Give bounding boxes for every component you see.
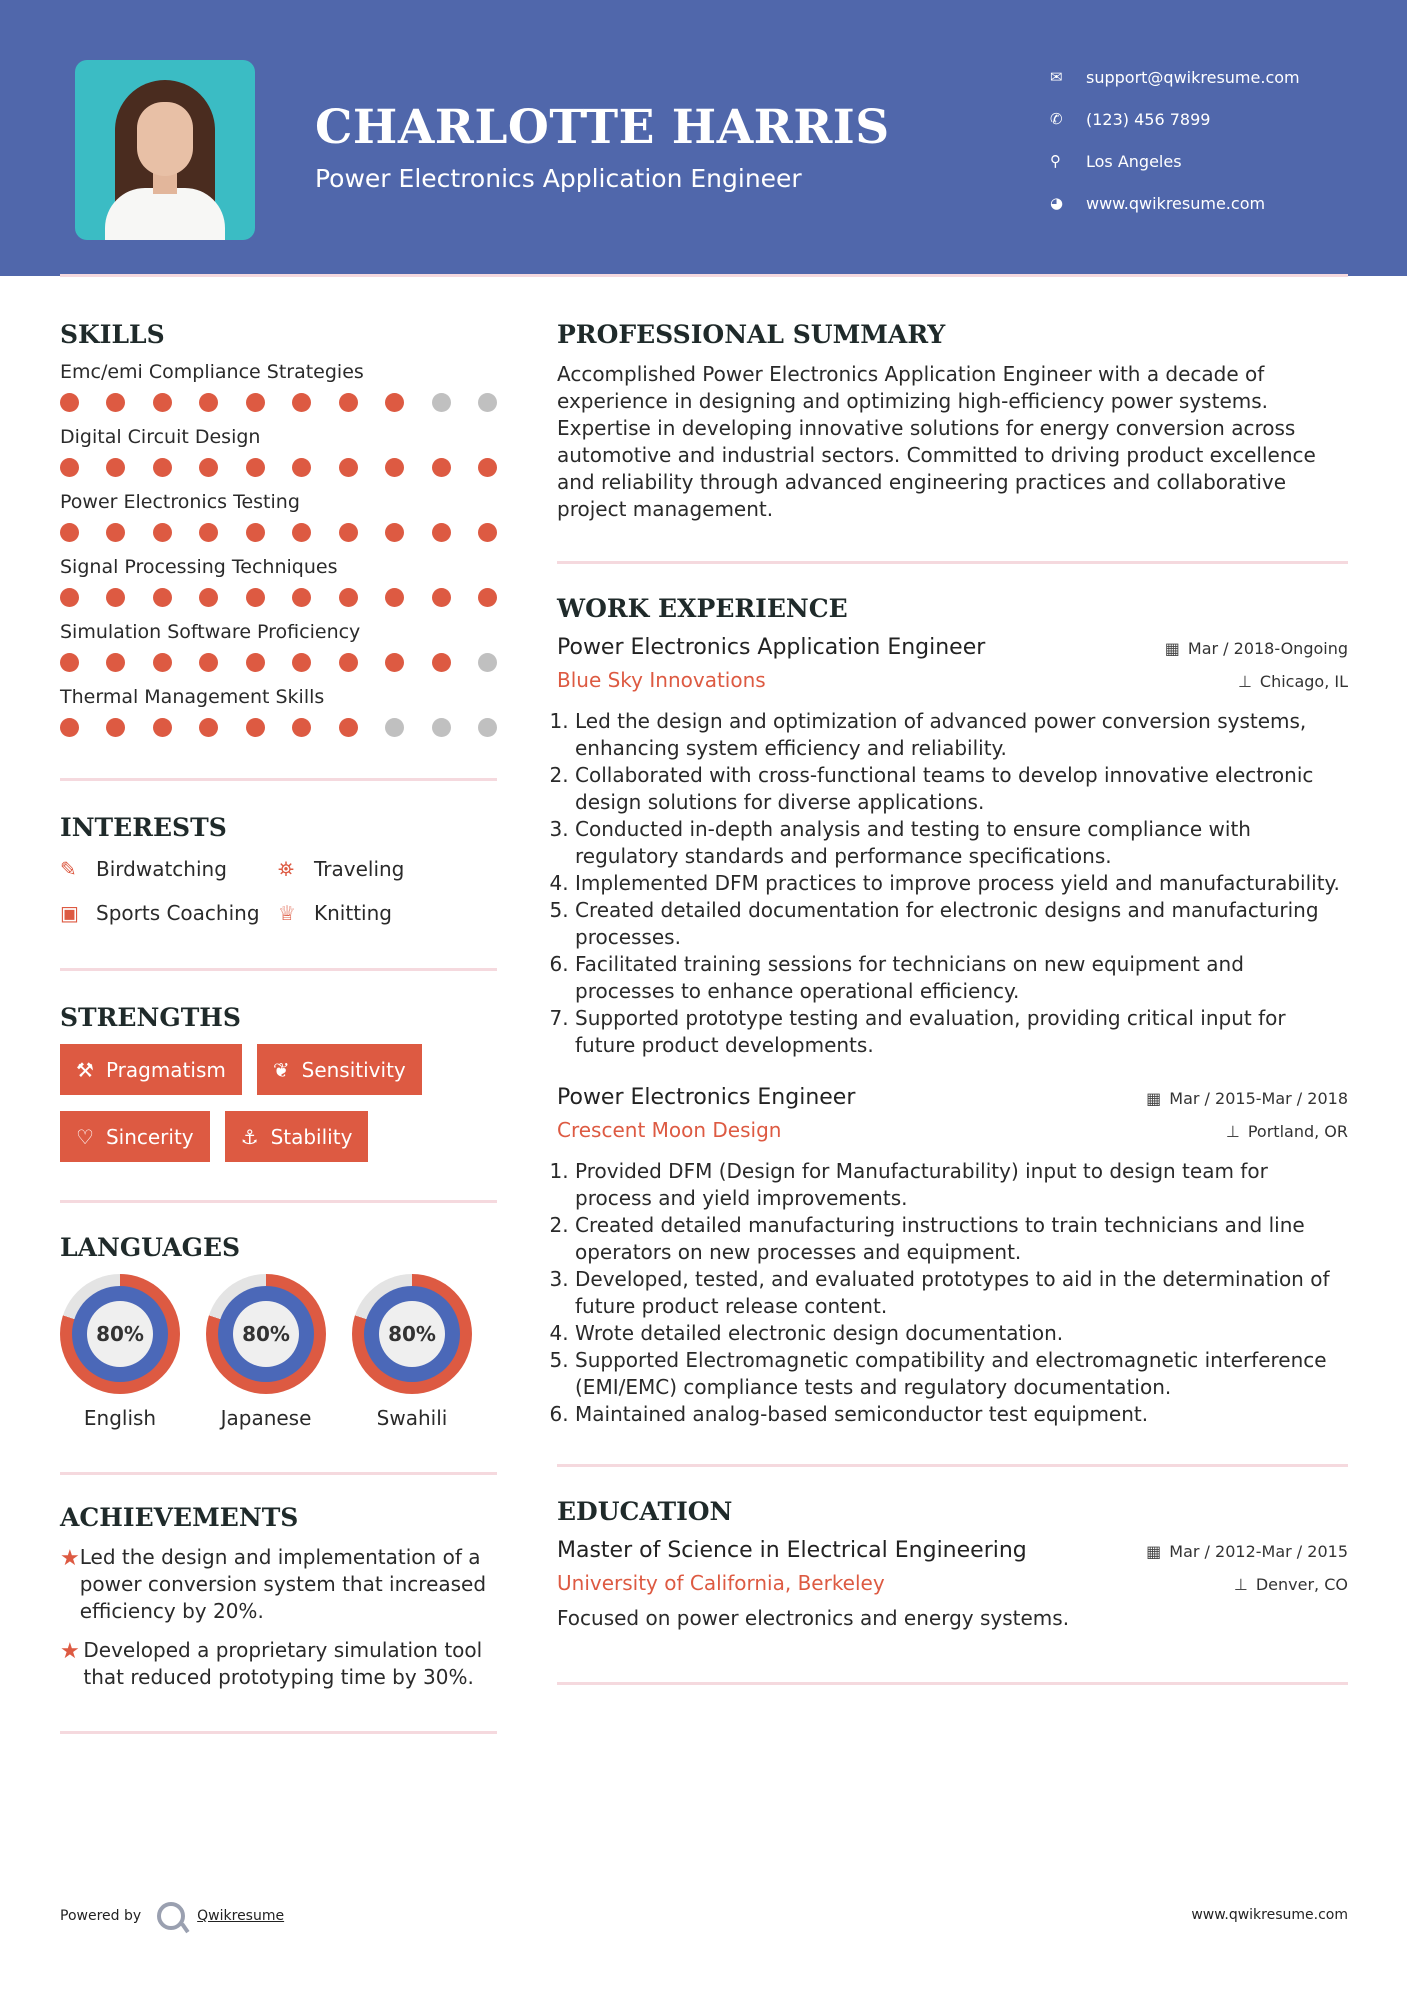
- job-bullets: [557, 708, 1348, 1059]
- skill-item: [60, 686, 497, 738]
- language-name: English: [83, 1406, 157, 1430]
- skill-rating: [60, 651, 497, 673]
- skill-level-dot: [432, 588, 451, 607]
- skill-level-dot: [153, 653, 172, 672]
- summary-text: Accomplished Power Electronics Application Engineer with a decade of experience in designing and optimizing high-efficiency power systems. Expertise in developing innovative solutions for energy conversion across automotive and industrial sectors. Committed to driving product excellence and reliability through advanced engineering practices and collaborative project management.: [557, 362, 1316, 521]
- job-bullet: 5. Supported Electromagnetic compatibility and electromagnetic interference (EMI/EMC) compliance tests and regulatory documentation.: [575, 1347, 1348, 1401]
- job-dates: ▦ Mar / 2015-Mar / 2018: [1146, 1089, 1348, 1108]
- job-location: ⊥ Portland, OR: [1225, 1122, 1348, 1141]
- skill-level-dot: [385, 588, 404, 607]
- achievements-section: [60, 1503, 497, 1734]
- skill-level-dot: [106, 458, 125, 477]
- contact-location: ⚲ Los Angeles: [1050, 151, 1182, 171]
- shooting-star-icon: ★: [60, 1546, 80, 1571]
- pin-icon: ⊥: [1237, 672, 1252, 691]
- skill-level-dot: [432, 653, 451, 672]
- skill-item: [60, 361, 497, 413]
- company-name: Crescent Moon Design: [557, 1118, 782, 1142]
- interest-item: ♕ Knitting: [278, 901, 392, 925]
- skill-level-dot: [385, 523, 404, 542]
- skill-level-dot: [478, 393, 497, 412]
- job-bullet: 2. Created detailed manufacturing instructions to train technicians and line operators on new processes and equipment.: [575, 1212, 1348, 1266]
- calendar-icon: ▦: [1146, 1542, 1162, 1561]
- section-divider: [557, 561, 1348, 564]
- strength-tag: ⚓ Stability: [225, 1111, 369, 1162]
- section-divider: [60, 1472, 497, 1475]
- left-column: [60, 320, 497, 1734]
- skill-level-dot: [339, 588, 358, 607]
- skill-level-dot: [60, 393, 79, 412]
- language-item: [206, 1274, 326, 1430]
- skill-level-dot: [199, 588, 218, 607]
- footer-website[interactable]: www.qwikresume.com: [1191, 1907, 1348, 1923]
- skill-level-dot: [106, 393, 125, 412]
- job-title: Power Electronics Application Engineer: [557, 635, 986, 660]
- briefcase-icon: ▣: [60, 901, 79, 925]
- binoculars-icon: ⛯: [278, 857, 294, 881]
- candidate-name: CHARLOTTE HARRIS: [315, 100, 890, 155]
- profile-photo: [75, 60, 255, 240]
- job-bullet: 5. Created detailed documentation for electronic designs and manufacturing processes.: [575, 897, 1348, 951]
- job-bullets: [557, 1158, 1348, 1428]
- contact-email[interactable]: ✉ support@qwikresume.com: [1050, 67, 1300, 87]
- skill-level-dot: [60, 718, 79, 737]
- interest-item: ▣ Sports Coaching: [60, 901, 260, 925]
- skill-level-dot: [385, 718, 404, 737]
- section-title: STRENGTHS: [60, 1003, 241, 1032]
- skill-level-dot: [199, 523, 218, 542]
- section-title: INTERESTS: [60, 813, 227, 842]
- skill-rating: [60, 521, 497, 543]
- section-title: SKILLS: [60, 320, 165, 349]
- envelope-icon: ✉: [1050, 68, 1063, 86]
- skill-level-dot: [339, 523, 358, 542]
- map-pin-icon: ⚲: [1050, 152, 1061, 170]
- globe-icon: ◕: [1050, 194, 1064, 212]
- skill-level-dot: [478, 458, 497, 477]
- skill-level-dot: [153, 393, 172, 412]
- skill-level-dot: [106, 523, 125, 542]
- job-title: Power Electronics Engineer: [557, 1085, 856, 1110]
- skill-level-dot: [106, 718, 125, 737]
- skill-level-dot: [478, 523, 497, 542]
- interest-item: ✎ Birdwatching: [60, 857, 227, 881]
- skill-level-dot: [246, 718, 265, 737]
- job-entry: [557, 1085, 1348, 1428]
- language-name: Swahili: [376, 1406, 448, 1430]
- skill-rating: [60, 716, 497, 738]
- job-location: ⊥ Chicago, IL: [1237, 672, 1348, 691]
- pencil-square-icon: ✎: [60, 857, 77, 881]
- skill-level-dot: [339, 393, 358, 412]
- education-description: Focused on power electronics and energy systems.: [557, 1606, 1070, 1630]
- skill-level-dot: [432, 458, 451, 477]
- skills-section: [60, 320, 497, 781]
- calendar-icon: ▦: [1146, 1089, 1162, 1108]
- section-divider: [60, 778, 497, 781]
- section-title: WORK EXPERIENCE: [557, 594, 848, 623]
- strength-tag: ⚒ Pragmatism: [60, 1044, 242, 1095]
- achievement-item: ★ Led the design and implementation of a power conversion system that increased efficiency by 20%.: [60, 1545, 487, 1623]
- pin-icon: ⊥: [1225, 1122, 1240, 1141]
- skill-name: Simulation Software Proficiency: [60, 621, 361, 643]
- contact-phone[interactable]: ✆ (123) 456 7899: [1050, 109, 1211, 129]
- calendar-icon: ▦: [1164, 639, 1180, 658]
- skill-level-dot: [339, 718, 358, 737]
- languages-section: [60, 1233, 497, 1475]
- skill-level-dot: [153, 458, 172, 477]
- skill-level-dot: [246, 393, 265, 412]
- school-name: University of California, Berkeley: [557, 1571, 885, 1595]
- skill-level-dot: [106, 588, 125, 607]
- shooting-star-icon: ★: [60, 1639, 80, 1664]
- job-bullet: 3. Conducted in-depth analysis and testing to ensure compliance with regulatory standards and performance specifications.: [575, 816, 1348, 870]
- experience-section: [557, 594, 1348, 1467]
- skill-item: [60, 556, 497, 608]
- strength-tag: ❦ Sensitivity: [257, 1044, 422, 1095]
- skill-level-dot: [246, 588, 265, 607]
- gavel-icon: ⚒: [76, 1057, 94, 1082]
- job-bullet: 6. Maintained analog-based semiconductor test equipment.: [575, 1401, 1348, 1428]
- skill-item: [60, 621, 497, 673]
- strengths-section: [60, 1003, 497, 1203]
- skill-level-dot: [478, 653, 497, 672]
- skill-level-dot: [60, 653, 79, 672]
- job-bullet: 7. Supported prototype testing and evaluation, providing critical input for future product developments.: [575, 1005, 1348, 1059]
- skill-level-dot: [385, 393, 404, 412]
- summary-section: [557, 320, 1348, 564]
- skill-level-dot: [432, 523, 451, 542]
- education-dates: ▦ Mar / 2012-Mar / 2015: [1146, 1542, 1348, 1561]
- education-section: [557, 1497, 1348, 1685]
- skill-level-dot: [292, 393, 311, 412]
- skill-level-dot: [246, 523, 265, 542]
- skill-level-dot: [432, 393, 451, 412]
- skill-rating: [60, 456, 497, 478]
- skill-level-dot: [478, 588, 497, 607]
- skill-level-dot: [199, 458, 218, 477]
- contact-list: [1050, 56, 1300, 224]
- header-divider: [60, 274, 1348, 277]
- language-progress-ring: 80%: [206, 1274, 326, 1394]
- job-bullet: 1. Led the design and optimization of advanced power conversion systems, enhancing system efficiency and reliability.: [575, 708, 1348, 762]
- job-entry: [557, 635, 1348, 1059]
- phone-icon: ✆: [1050, 110, 1063, 128]
- header-banner: [0, 0, 1407, 276]
- job-bullet: 6. Facilitated training sessions for technicians on new equipment and processes to enhance operational efficiency.: [575, 951, 1348, 1005]
- job-bullet: 4. Wrote detailed electronic design documentation.: [575, 1320, 1348, 1347]
- section-title: PROFESSIONAL SUMMARY: [557, 320, 946, 349]
- education-location: ⊥ Denver, CO: [1233, 1575, 1348, 1594]
- skill-rating: [60, 586, 497, 608]
- skill-item: [60, 491, 497, 543]
- job-dates: ▦ Mar / 2018-Ongoing: [1164, 639, 1348, 658]
- skill-level-dot: [292, 458, 311, 477]
- skill-level-dot: [339, 653, 358, 672]
- candidate-title: Power Electronics Application Engineer: [315, 164, 802, 193]
- skill-level-dot: [106, 653, 125, 672]
- right-column: [557, 320, 1348, 1685]
- skill-level-dot: [153, 523, 172, 542]
- skill-level-dot: [478, 718, 497, 737]
- skill-level-dot: [199, 653, 218, 672]
- skill-level-dot: [292, 653, 311, 672]
- language-item: [352, 1274, 472, 1430]
- language-progress-ring: 80%: [60, 1274, 180, 1394]
- section-divider: [557, 1464, 1348, 1467]
- job-bullet: 1. Provided DFM (Design for Manufacturability) input to design team for process and yield improvements.: [575, 1158, 1348, 1212]
- skill-level-dot: [292, 588, 311, 607]
- skill-level-dot: [199, 718, 218, 737]
- pin-icon: ⊥: [1233, 1575, 1248, 1594]
- skill-level-dot: [60, 458, 79, 477]
- skill-level-dot: [246, 653, 265, 672]
- section-title: LANGUAGES: [60, 1233, 241, 1262]
- trophy-icon: ♕: [278, 901, 296, 925]
- leaf-icon: ❦: [272, 1057, 290, 1082]
- skill-level-dot: [339, 458, 358, 477]
- language-item: [60, 1274, 180, 1430]
- skill-name: Power Electronics Testing: [60, 491, 300, 513]
- strength-tag: ♡ Sincerity: [60, 1111, 210, 1162]
- skill-level-dot: [153, 588, 172, 607]
- skill-name: Signal Processing Techniques: [60, 556, 338, 578]
- skill-level-dot: [153, 718, 172, 737]
- qwikresume-link[interactable]: Qwikresume: [197, 1908, 285, 1924]
- degree-title: Master of Science in Electrical Engineering: [557, 1538, 1027, 1563]
- achievement-item: ★ Developed a proprietary simulation tool that reduced prototyping time by 30%.: [60, 1638, 483, 1689]
- section-title: EDUCATION: [557, 1497, 733, 1526]
- skill-item: [60, 426, 497, 478]
- contact-website[interactable]: ◕ www.qwikresume.com: [1050, 193, 1266, 213]
- qwikresume-logo-icon: [157, 1902, 185, 1930]
- skill-name: Digital Circuit Design: [60, 426, 261, 448]
- footer-powered-by: Powered by Qwikresume: [60, 1902, 284, 1930]
- job-bullet: 3. Developed, tested, and evaluated prototypes to aid in the determination of future product release content.: [575, 1266, 1348, 1320]
- section-divider: [60, 1731, 497, 1734]
- company-name: Blue Sky Innovations: [557, 668, 766, 692]
- skill-name: Thermal Management Skills: [60, 686, 325, 708]
- anchor-icon: ⚓: [240, 1124, 259, 1149]
- heart-icon: ♡: [76, 1124, 94, 1149]
- section-divider: [60, 1200, 497, 1203]
- job-bullet: 4. Implemented DFM practices to improve process yield and manufacturability.: [575, 870, 1348, 897]
- skill-name: Emc/emi Compliance Strategies: [60, 361, 364, 383]
- section-divider: [557, 1682, 1348, 1685]
- job-bullet: 2. Collaborated with cross-functional teams to develop innovative electronic design solutions for diverse applications.: [575, 762, 1348, 816]
- skill-level-dot: [432, 718, 451, 737]
- interests-section: [60, 813, 497, 971]
- skill-rating: [60, 391, 497, 413]
- skill-level-dot: [292, 718, 311, 737]
- language-name: Japanese: [220, 1406, 312, 1430]
- section-title: ACHIEVEMENTS: [60, 1503, 299, 1532]
- skill-level-dot: [385, 458, 404, 477]
- interest-item: ⛯ Traveling: [278, 857, 405, 881]
- skill-level-dot: [199, 393, 218, 412]
- skill-level-dot: [60, 523, 79, 542]
- skill-level-dot: [385, 653, 404, 672]
- skill-level-dot: [246, 458, 265, 477]
- section-divider: [60, 968, 497, 971]
- language-progress-ring: 80%: [352, 1274, 472, 1394]
- skill-level-dot: [60, 588, 79, 607]
- skill-level-dot: [292, 523, 311, 542]
